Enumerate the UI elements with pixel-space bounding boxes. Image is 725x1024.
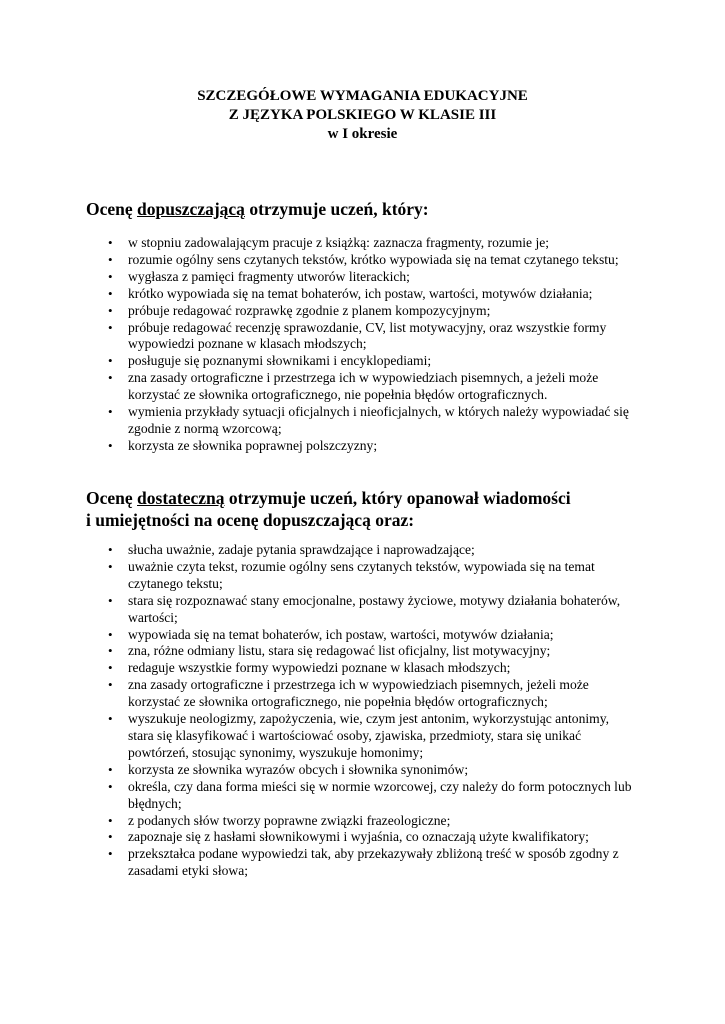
bullet-icon: • [108,829,113,845]
heading-text: Ocenę [86,488,138,508]
item-text: posługuje się poznanymi słownikami i encyklopediami; [128,353,432,369]
bullet-icon: • [108,353,113,369]
item-text: krótko wypowiada się na temat bohaterów, ich postaw, wartości, motywów działania; [128,285,593,301]
list-item [0,593,638,627]
item-text: stara się rozpoznawać stany emocjonalne, postawy życiowe, motywy działania bohaterów, wartości; [128,592,621,625]
item-text: wygłasza z pamięci fragmenty utworów literackich; [128,268,410,284]
bullet-icon: • [108,660,113,676]
bullet-icon: • [108,558,113,574]
bullet-icon: • [108,761,113,777]
title-line-1: SZCZEGÓŁOWE WYMAGANIA EDUKACYJNE [197,88,528,104]
bullet-icon: • [108,626,113,642]
item-text: zapoznaje się z hasłami słownikowymi i wyjaśnia, co oznaczają użyte kwalifikatory; [128,829,589,845]
item-text: wypowiada się na temat bohaterów, ich postaw, wartości, motywów działania; [128,626,554,642]
item-text: zna, różne odmiany listu, stara się redagować list oficjalny, list motywacyjny; [128,643,551,659]
list-item [0,829,638,846]
list-item [0,762,638,779]
list-item [0,353,638,370]
heading-text: otrzymuje uczeń, który opanował wiadomości [224,488,571,508]
item-text: zna zasady ortograficzne i przestrzega ich w wypowiedziach pisemnych, jeżeli może korzystać ze słownika ortograficznego, nie popełnia błędów ortograficznych; [128,677,589,710]
item-text: zna zasady ortograficzne i przestrzega ich w wypowiedziach pisemnych, a jeżeli może korzystać ze słownika ortograficznego, nie popełnia błędów ortograficznych. [128,370,599,403]
grade-name: dopuszczającą [137,199,245,219]
item-text: wymienia przykłady sytuacji oficjalnych i nieoficjalnych, w których należy wypowiadać się zgodnie z normą wzorcową; [128,404,629,436]
title-line-3: w I okresie [327,126,398,142]
list-item [0,813,638,830]
list-item [0,677,638,711]
item-text: w stopniu zadowalającym pracuje z książką: zaznacza fragmenty, rozumie je; [128,235,550,250]
list-item [0,252,638,269]
bullet-icon: • [108,268,113,284]
bullet-icon: • [108,677,113,693]
bullet-icon: • [108,812,113,828]
item-text: próbuje redagować recenzję sprawozdanie, CV, list motywacyjny, oraz wszystkie formy wypowiedzi poznane w klasach młodszych; [128,319,607,352]
list-item [0,303,638,320]
bullet-icon: • [108,319,113,335]
section-heading-dostateczna [86,487,571,531]
requirements-list-dopuszczajaca [0,235,638,455]
title-line-2: Z JĘZYKA POLSKIEGO W KLASIE III [228,107,497,123]
heading-text: otrzymuje uczeń, który: [244,199,429,219]
bullet-icon: • [108,643,113,659]
bullet-icon: • [108,542,113,557]
bullet-icon: • [108,846,113,862]
list-item [0,286,638,303]
bullet-icon: • [108,251,113,267]
item-text: przekształca podane wypowiedzi tak, aby przekazywały zbliżoną treść w sposób zgodny z zasadami etyki słowa; [128,846,619,879]
item-text: wyszukuje neologizmy, zapożyczenia, wie, czym jest antonim, wykorzystując antonimy, stara się klasyfikować i wartościować osoby, zjawiska, przedmioty, stara się unikać powtórzeń, stosując synonimy, wyszukuje homonimy; [128,711,610,760]
item-text: uważnie czyta tekst, rozumie ogólny sens czytanych tekstów, wypowiada się na temat czytanego tekstu; [128,558,595,591]
bullet-icon: • [108,404,113,420]
bullet-icon: • [108,302,113,318]
bullet-icon: • [108,285,113,301]
bullet-icon: • [108,235,113,250]
list-item [0,643,638,660]
bullet-icon: • [108,370,113,386]
item-text: z podanych słów tworzy poprawne związki frazeologiczne; [128,812,451,828]
grade-name: dostateczną [137,488,225,508]
list-item [0,660,638,677]
list-item [0,559,638,593]
document-title [0,87,725,144]
item-text: próbuje redagować rozprawkę zgodnie z planem kompozycyjnym; [128,302,491,318]
heading-text: Ocenę [86,199,138,219]
list-item [0,846,638,880]
bullet-icon: • [108,592,113,608]
item-text: redaguje wszystkie formy wypowiedzi poznane w klasach młodszych; [128,660,511,676]
list-item [0,542,638,559]
heading-line-1 [86,487,571,509]
list-item [0,370,638,404]
list-item [0,404,638,438]
item-text: korzysta ze słownika wyrazów obcych i słownika synonimów; [128,761,469,777]
item-text: słucha uważnie, zadaje pytania sprawdzające i naprowadzające; [128,542,475,557]
heading-line-2: i umiejętności na ocenę dopuszczającą oraz: [86,510,415,530]
bullet-icon: • [108,437,113,453]
list-item [0,235,638,252]
section-heading-dopuszczajaca [86,198,429,220]
list-item [0,711,638,762]
item-text: korzysta ze słownika poprawnej polszczyzny; [128,437,378,453]
item-text: określa, czy dana forma mieści się w normie wzorcowej, czy należy do form potocznych lub błędnych; [128,778,632,811]
item-text: rozumie ogólny sens czytanych tekstów, krótko wypowiada się na temat czytanego tekstu; [128,251,619,267]
list-item [0,320,638,354]
bullet-icon: • [108,711,113,727]
requirements-list-dostateczna [0,542,638,880]
list-item [0,779,638,813]
list-item [0,438,638,455]
bullet-icon: • [108,778,113,794]
list-item [0,269,638,286]
list-item [0,627,638,644]
